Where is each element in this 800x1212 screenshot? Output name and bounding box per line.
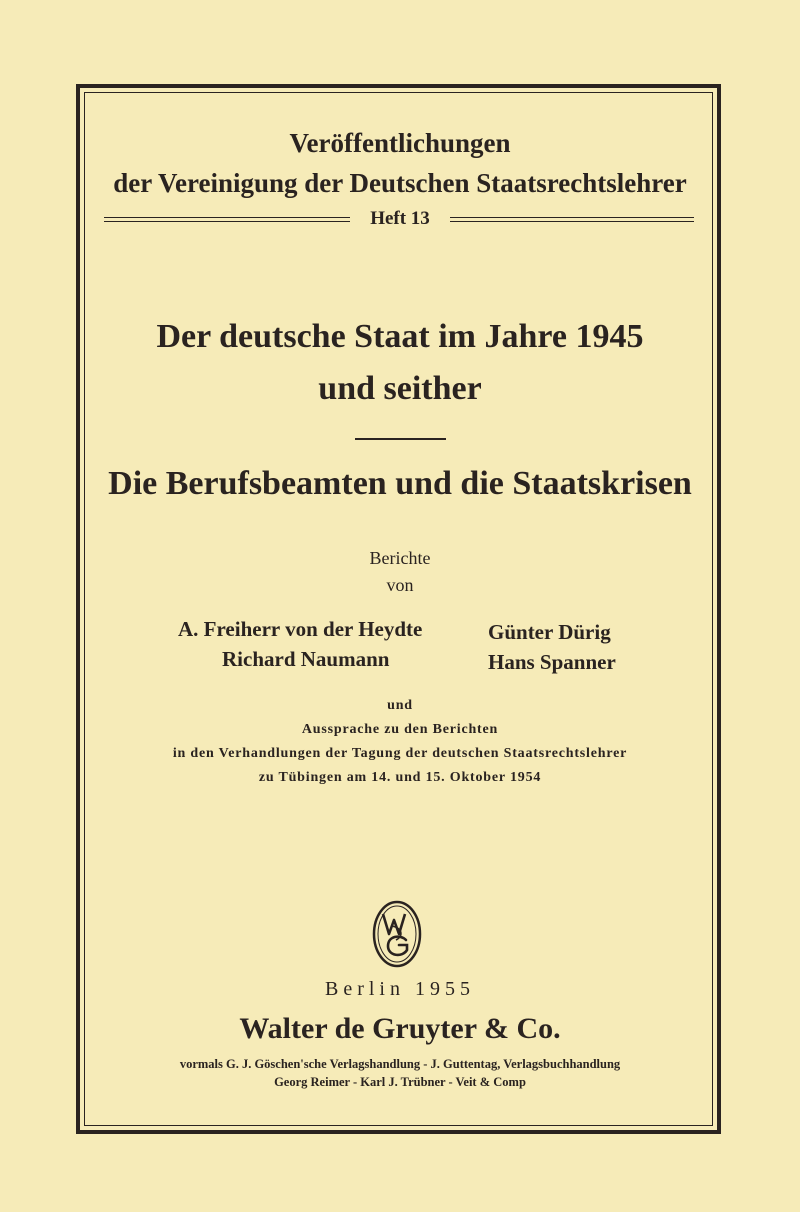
main-title-line2: und seither [318,370,482,407]
place-and-year: Berlin 1955 [325,978,475,1000]
former-publishers-line1: vormals G. J. Göschen'sche Verlagshandlung - J. Guttentag, Verlagsbuchhandlung [179,1057,621,1071]
discussion-line3: zu Tübingen am 14. und 15. Oktober 1954 [258,770,542,785]
discussion-line1: Aussprache zu den Berichten [301,722,499,737]
publisher-name: Walter de Gruyter & Co. [239,1012,561,1045]
inner-border-frame [84,92,713,1126]
discussion-line2: in den Verhandlungen der Tagung der deutschen Staatsrechtslehrer [172,746,628,761]
main-title-line1: Der deutsche Staat im Jahre 1945 [156,318,644,355]
second-title: Die Berufsbeamten und die Staatskrisen [108,465,692,502]
reports-label: Berichte [369,548,431,568]
heft-rule-row [104,208,694,238]
double-rule-left [104,217,350,222]
series-title-line2: der Vereinigung der Deutschen Staatsrechtslehrer [113,168,687,198]
author-spanner: Hans Spanner [488,650,616,674]
issue-number: Heft 13 [370,208,430,229]
author-duerig: Günter Dürig [488,620,611,644]
title-divider [355,438,446,440]
author-heydte: A. Freiherr von der Heydte [178,617,423,641]
series-title-line1: Veröffentlichungen [289,128,511,158]
former-publishers-line2: Georg Reimer - Karl J. Trübner - Veit & Comp [274,1075,526,1089]
publisher-logo-icon [370,898,424,970]
double-rule-right [450,217,694,222]
author-naumann: Richard Naumann [222,647,390,671]
and-label: und [387,698,413,713]
reports-by-label: von [386,575,414,595]
